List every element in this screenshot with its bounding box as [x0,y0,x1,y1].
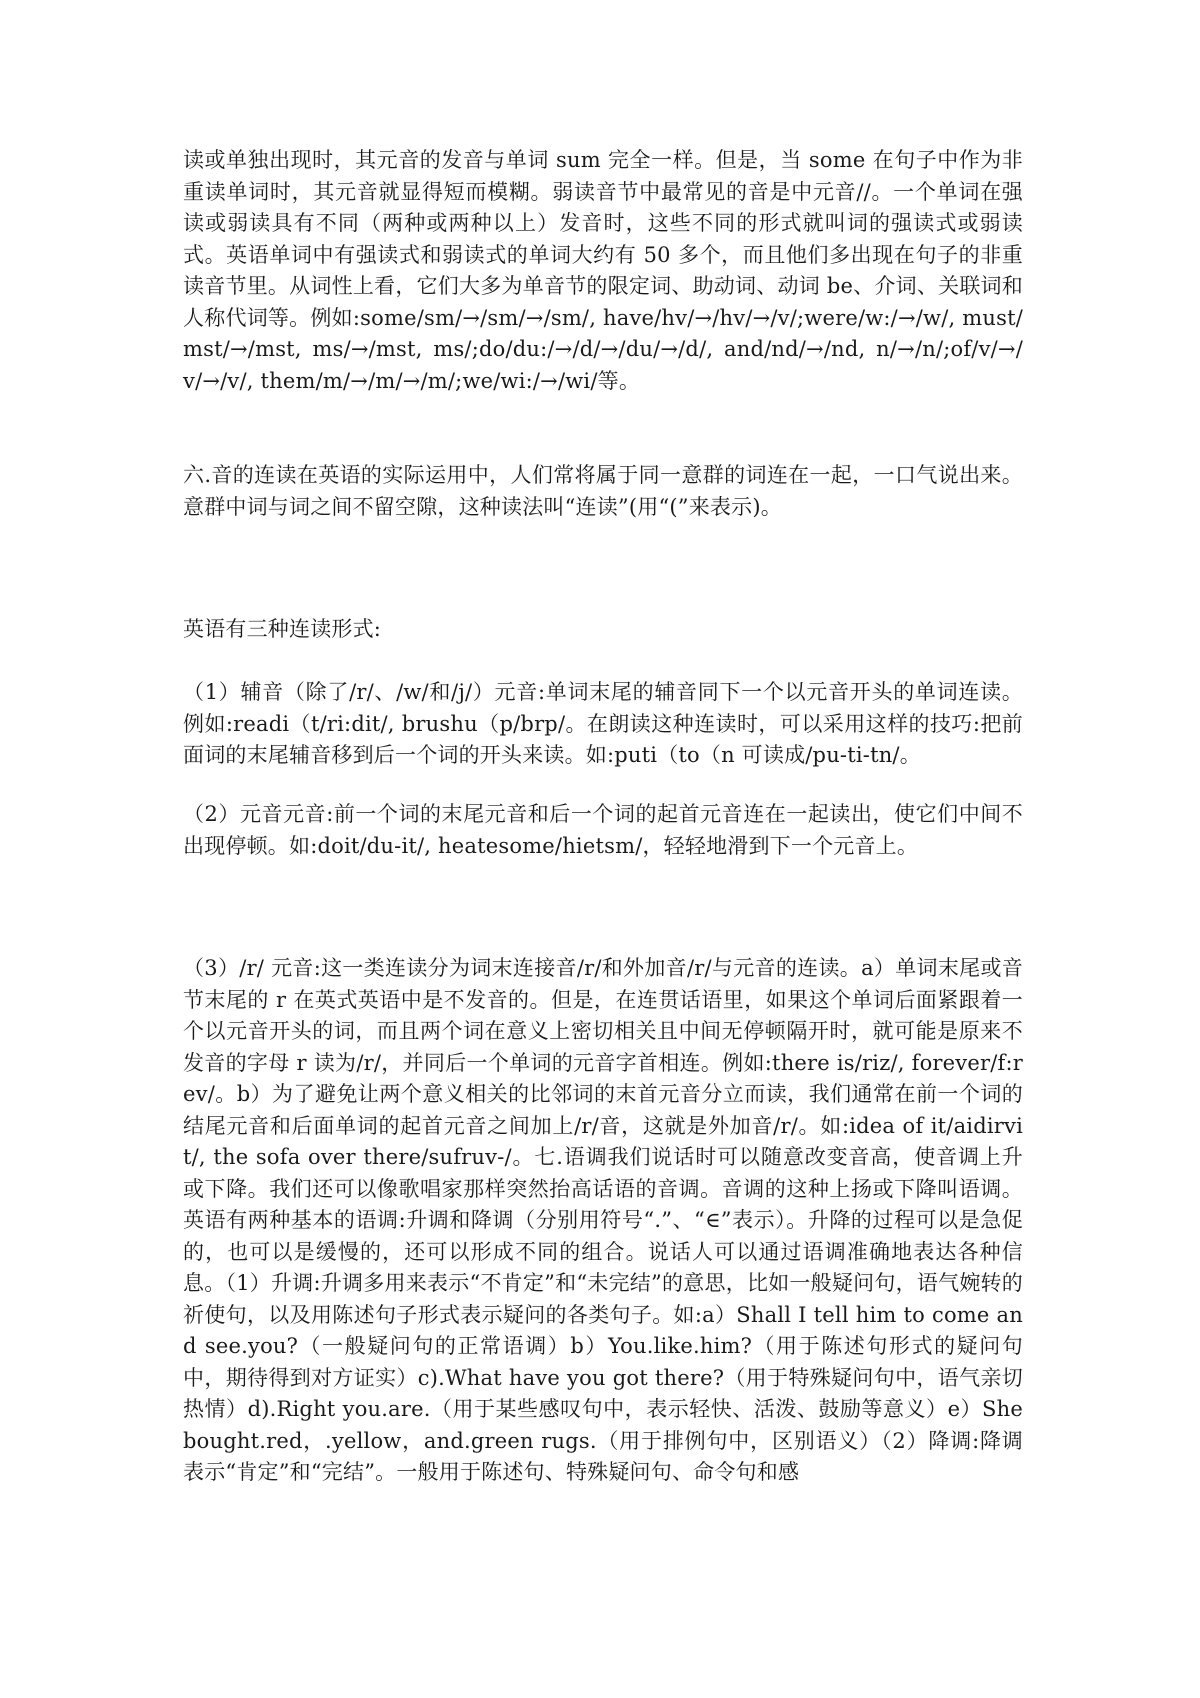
paragraph-weak-forms: 读或单独出现时，其元音的发音与单词 sum 完全一样。但是，当 some 在句子中作为非重读单词时，其元音就显得短而模糊。弱读音节中最常见的音是中元音//。一个单词在强读或弱读具有不同（两种或两种以上）发音时，这些不同的形式就叫词的强读式或弱读式。英语单词中有强读式和弱读式的单词大约有 50 多个，而且他们多出现在句子的非重读音节里。从词性上看，它们大多为单音节的限定词、助动词、动词 be、介词、关联词和人称代词等。例如:some/sm/→/sm/→/sm/, have/hv/→/hv/→/v/;were/w:/→/w/, must/mst/→/mst, ms/→/mst, ms/;do/du:/→/d/→/du/→/d/, and/nd/→/nd, n/→/n/;of/v/→/v/→/v/, them/m/→/m/→/m/;we/wi:/→/wi/等。 [183,148,1023,393]
paragraph-liaison-intro: 六.音的连读在英语的实际运用中，人们常将属于同一意群的词连在一起，一口气说出来。意群中词与词之间不留空隙，这种读法叫“连读”(用“(”来表示)。 [183,463,1023,519]
paragraph-liaison-types: 英语有三种连读形式: [183,617,382,641]
paragraph-consonant-vowel: （1）辅音（除了/r/、/w/和/j/）元音:单词末尾的辅音同下一个以元音开头的单词连读。例如:readi（t/ri:dit/, brushu（p/brp/。在朗读这种连读时，可以采用这样的技巧:把前面词的末尾辅音移到后一个词的开头来读。如:puti（to（n 可读成/pu-ti-tn/。 [183,680,1023,767]
paragraph-vowel-vowel: （2）元音元音:前一个词的末尾元音和后一个词的起首元音连在一起读出，使它们中间不出现停顿。如:doit/du-it/, heatesome/hietsm/，轻轻地滑到下一个元音上。 [183,802,1023,858]
paragraph-r-vowel-intonation: （3）/r/ 元音:这一类连读分为词末连接音/r/和外加音/r/与元音的连读。a）单词末尾或音节末尾的 r 在英式英语中是不发音的。但是，在连贯话语里，如果这个单词后面紧跟着一个以元音开头的词，而且两个词在意义上密切相关且中间无停顿隔开时，就可能是原来不发音的字母 r 读为/r/，并同后一个单词的元音字首相连。例如:there is/riz/, forever/f:rev/。b）为了避免让两个意义相关的比邻词的末首元音分立而读，我们通常在前一个词的结尾元音和后面单词的起首元音之间加上/r/音，这就是外加音/r/。如:idea of it/aidirvit/, the sofa over there/sufruv-/。七.语调我们说话时可以随意改变音高，使音调上升或下降。我们还可以像歌唱家那样突然抬高话语的音调。音调的这种上扬或下降叫语调。英语有两种基本的语调:升调和降调（分别用符号“.”、“∈”表示）。升降的过程可以是急促的，也可以是缓慢的，还可以形成不同的组合。说话人可以通过语调准确地表达各种信息。（1）升调:升调多用来表示“不肯定”和“未完结”的意思，比如一般疑问句，语气婉转的祈使句，以及用陈述句子形式表示疑问的各类句子。如:a）Shall I tell him to come and see.you?（一般疑问句的正常语调）b）You.like.him?（用于陈述句形式的疑问句中，期待得到对方证实）c).What have you got there?（用于特殊疑问句中，语气亲切热情）d).Right you.are.（用于某些感叹句中，表示轻快、活泼、鼓励等意义）e）She bought.red，.yellow，and.green rugs.（用于排例句中，区别语义）（2）降调:降调表示“肯定”和“完结”。一般用于陈述句、特殊疑问句、命令句和感 [183,956,1023,1484]
